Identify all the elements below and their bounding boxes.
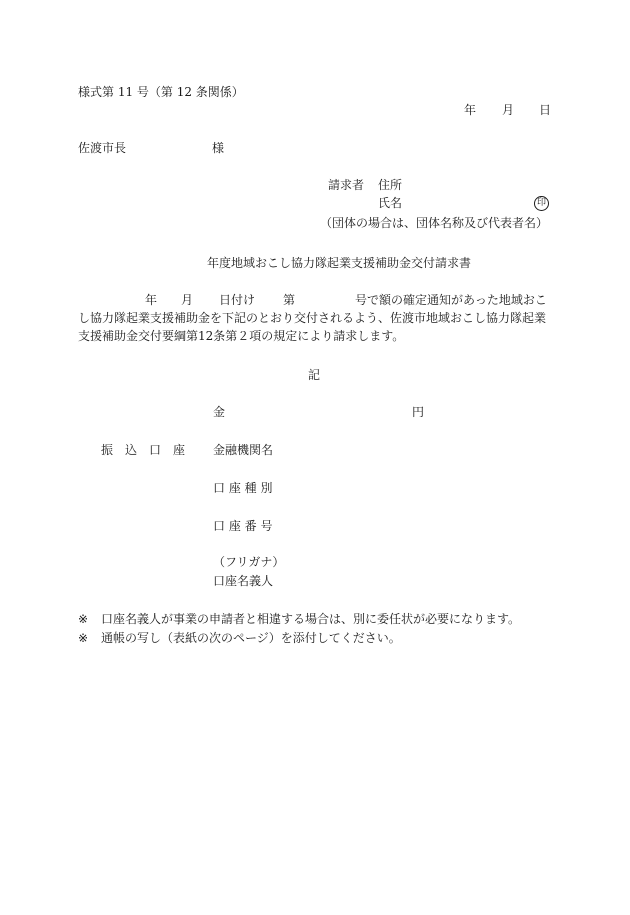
account-holder-label: 口座名義人 xyxy=(213,574,274,588)
account-number-label: 口 座 番 号 xyxy=(213,519,273,533)
body-line2: し協力隊起業支援補助金を下記のとおり交付されるよう、佐渡市地域おこし協力隊起業 xyxy=(78,311,547,325)
amount-label: 金 xyxy=(213,405,226,419)
addressee-name: 佐渡市長 xyxy=(78,141,127,155)
body-year-label: 年 xyxy=(145,293,158,307)
amount-unit: 円 xyxy=(412,405,425,419)
transfer-account-label: 振 込 口 座 xyxy=(101,443,186,457)
seal-mark: 印 xyxy=(534,196,549,211)
body-line3: 支援補助金交付要綱第12条第２項の規定により請求します。 xyxy=(78,329,405,343)
requester-name-label: 氏名 xyxy=(378,196,403,210)
date-year-label: 年 xyxy=(464,103,477,117)
body-number-prefix: 第 xyxy=(283,293,296,307)
date-month-label: 月 xyxy=(502,103,515,117)
bank-name-label: 金融機関名 xyxy=(213,443,274,457)
note-mark: ※ xyxy=(78,631,89,645)
account-type-label: 口 座 種 別 xyxy=(213,481,273,495)
ki-heading: 記 xyxy=(308,368,321,382)
requester-address-label: 住所 xyxy=(378,178,403,192)
note-mark: ※ xyxy=(78,612,89,626)
requester-label: 請求者 xyxy=(328,178,365,192)
addressee-honorific: 様 xyxy=(212,141,225,155)
document-title: 年度地域おこし協力隊起業支援補助金交付請求書 xyxy=(207,256,472,270)
furigana-label: （フリガナ） xyxy=(213,555,285,569)
note-text: 通帳の写し（表紙の次のページ）を添付してください。 xyxy=(101,631,401,645)
note-text: 口座名義人が事業の申請者と相違する場合は、別に委任状が必要になります。 xyxy=(101,612,521,626)
form-number: 様式第 11 号（第 12 条関係） xyxy=(78,85,244,99)
body-date-suffix: 日付け xyxy=(219,293,256,307)
body-month-label: 月 xyxy=(181,293,194,307)
date-day-label: 日 xyxy=(539,103,552,117)
requester-note: （団体の場合は、団体名称及び代表者名） xyxy=(320,216,549,230)
body-line1-rest: 号で額の確定通知があった地域おこ xyxy=(355,293,547,307)
